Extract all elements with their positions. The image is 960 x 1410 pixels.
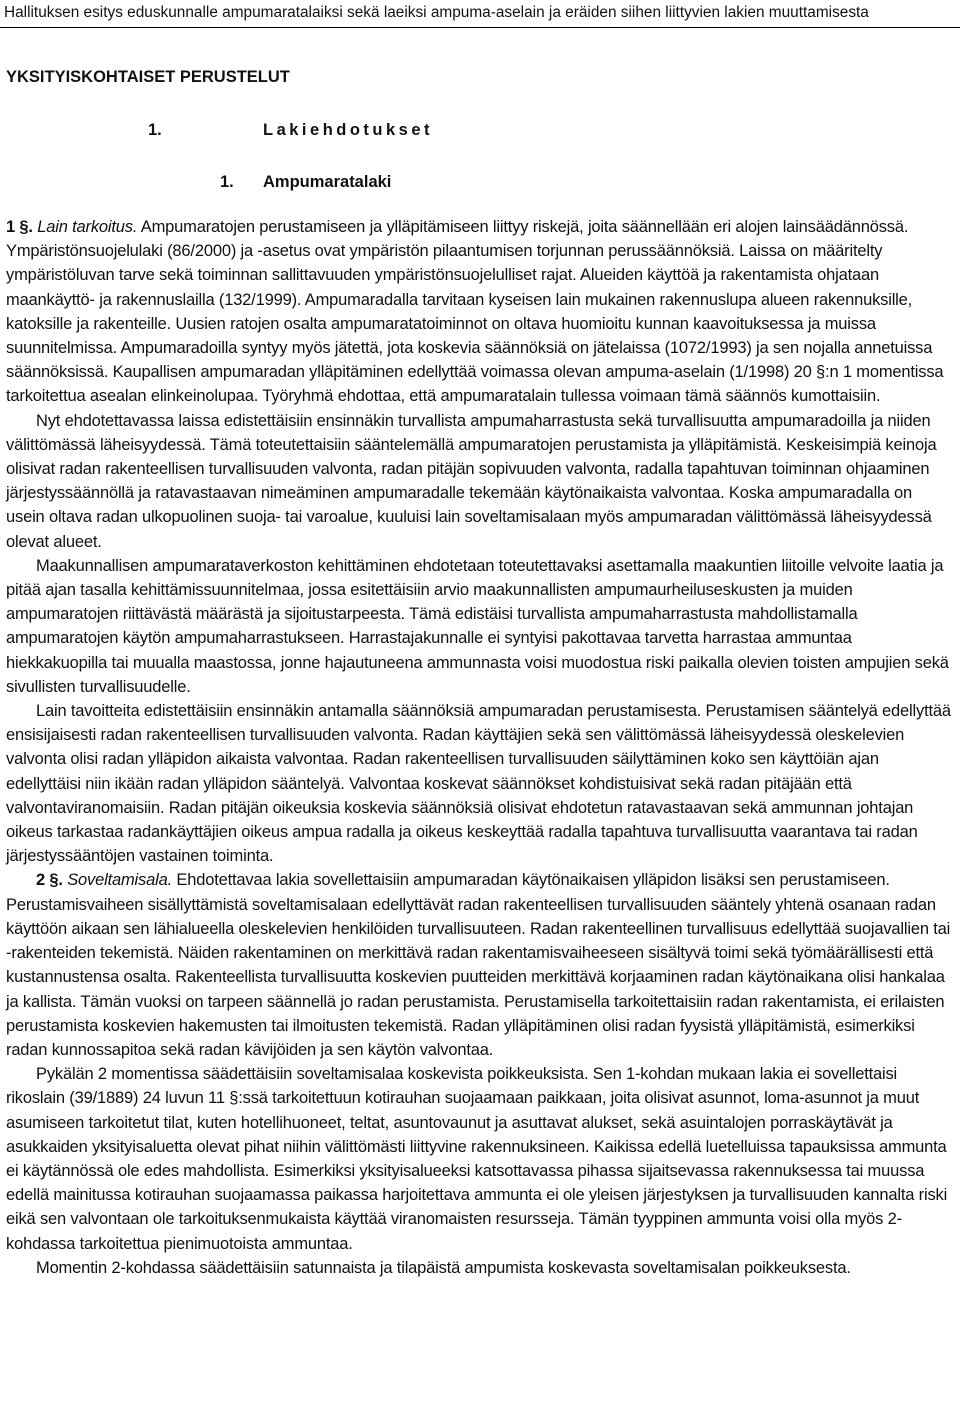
section-symbol: §.	[19, 218, 33, 236]
paragraph-text: Ampumaratojen perustamiseen ja ylläpitämiseen liittyy riskejä, joita säännellään eri alojen lainsäädännössä. Ympäristönsuojelulaki (86/2000) ja -asetus ovat ympäristön pilaantumisen torjunnan perussäännöksiä. Laissa on määritelty ympäristöluvan tarve sekä toiminnan sallittavuuden ympäristönsuojelulliset rajat. Alueiden käyttöä ja rakentamista ohjataan maankäyttö- ja rakennuslailla (132/1999). Ampumaradalla tarvitaan kyseisen lain mukainen rakennuslupa alueen rakennuksille, katoksille ja rakenteille. Uusien ratojen osalta ampumaratatoiminnot on oltava huomioitu kunnan kaavoituksessa ja muissa suunnitelmissa. Ampumaradoilla syntyy myös jätettä, jota koskevia säännöksiä on jätelaissa (1072/1993) ja sen nojalla annetuissa säännöksissä. Kaupallisen ampumaradan ylläpitäminen edellyttää voimassa olevan ampuma-aselain (1/1998) 20 §:n 1 momentissa tarkoitettua asealan elinkeinolupaa. Työryhmä ehdottaa, että ampumaratalain tullessa voimaan tämä säännös kumottaisiin.	[6, 218, 944, 406]
section-title: Soveltamisala.	[67, 871, 172, 890]
section-1-paragraph-3: Maakunnallisen ampumarataverkoston kehittäminen ehdotetaan toteutettavaksi asettamalla maakuntien liitoille velvoite laatia ja pitää ajan tasalla kehittämissuunnitelmaa, jossa esitettäisiin arvio maakunnallisten ampumaurheiluseskusten ja muiden ampumaratojen riittävästä määrästä ja sijoitustarpeesta. Tämä edistäisi turvallista ampumaharrastusta mahdollistamalla ampumaratojen käytön ampumaharrastukseen. Harrastajakunnalle ei syntyisi pakottavaa tarvetta harrastaa ammuntaa hiekkakuopilla tai muualla maastossa, jonne hajautuneena ammunnasta voisi muodostua riski paikalla olevien toisten ampujien sekä sivullisten turvallisuudelle.	[6, 556, 949, 696]
heading-text: Ampumaratalaki	[263, 173, 392, 191]
section-1-paragraph-2: Nyt ehdotettavassa laissa edistettäisiin ensinnäkin turvallista ampumaharrastusta sekä turvallisuutta ampumaradoilla ja niiden välittömässä läheisyydessä. Tämä toteutettaisiin sääntelemällä ampumaratojen perustamista ja ylläpitämistä. Keskeisimpiä keinoja olisivat radan rakenteellisen turvallisuuden valvonta, radan pitäjän sopivuuden valvonta, radalla tapahtuvan toiminnan ohjaaminen järjestyssäännöllä ja ratavastaavan nimeäminen ampumaradalle tekemään käytönaikaista valvontaa. Koska ampumaradalla on usein oltava radan ulkopuolinen suoja- tai varoalue, kuuluisi lain soveltamisalaan myös ampumaradan välittömässä läheisyydessä olevat alueet.	[6, 411, 937, 551]
section-1-paragraph-4: Lain tavoitteita edistettäisiin ensinnäkin antamalla säännöksiä ampumaradan perustamisesta. Perustamisen sääntelyä edellyttää ensisijaisesti radan rakenteellisen turvallisuuden valvonta. Radan käyttäjien sekä sen välittömässä läheisyydessä oleskelevien valvonta olisi radan ylläpidon aikaista valvontaa. Radan rakenteellisen turvallisuuden säilyttäminen koko sen käyttöiän ajan edellyttäisi niin ikään radan ylläpidon sääntelyä. Valvontaa koskevat säännökset kohdistuisivat sekä radan pitäjään että valvontaviranomaisiin. Radan pitäjän oikeuksia koskevia säännöksiä olisivat ehdotetun ratavastaavan sekä ammunnan johtajan oikeus tarkastaa radankäyttäjien oikeus ampua radalla ja oikeus keskeyttää radalla tapahtuva turvallisuutta vaarantava tai radan järjestyssääntöjen vastainen toiminta.	[6, 702, 951, 866]
running-title: Hallituksen esitys eduskunnalle ampumaratalaiksi sekä laeiksi ampuma-aselain ja eräiden siihen liittyvien lakien muuttamisesta	[4, 4, 869, 21]
running-header	[0, 0, 960, 28]
section-symbol: §.	[49, 871, 63, 890]
heading-number: 1.	[148, 121, 162, 139]
heading-text: Lakiehdotukset	[263, 121, 434, 139]
section-title: YKSITYISKOHTAISET PERUSTELUT	[6, 68, 290, 86]
section-1-paragraph-1	[6, 215, 954, 409]
section-number: 2	[36, 871, 45, 890]
section-2-paragraph-1	[6, 868, 954, 1062]
section-number: 1	[6, 218, 15, 236]
section-title: Lain tarkoitus.	[37, 218, 138, 236]
document-body	[6, 215, 954, 1280]
heading-number: 1.	[220, 173, 234, 191]
section-2-paragraph-3: Momentin 2-kohdassa säädettäisiin satunnaista ja tilapäistä ampumista koskevasta soveltamisalan poikkeuksesta.	[36, 1258, 851, 1277]
section-2-paragraph-2: Pykälän 2 momentissa säädettäisiin soveltamisalaa koskevista poikkeuksista. Sen 1-kohdan mukaan lakia ei sovellettaisi rikoslain (39/1889) 24 luvun 11 §:ssä tarkoitettuun kotirauhan suojaamaan paikkaan, joita olisivat asunnot, loma-asunnot ja muut asumiseen tarkoitetut tilat, kuten hotellihuoneet, teltat, asuntovaunut ja asuttavat alukset, sekä asuintalojen porraskäytävät ja asukkaiden yksityisaluetta olevat pihat niihin välittömästi liittyvine rakennuksineen. Kaikissa edellä luetelluissa tapauksissa ammunta ei käytännössä ole edes mahdollista. Esimerkiksi yksityisalueeksi katsottavassa pihassa sijaitsevassa rakennuksessa tai muussa edellä mainitussa kotirauhan suojaamassa paikassa harjoitettava ammunta ei ole yleisen järjestyksen ja turvallisuuden kannalta riski eikä sen valvontaan ole tarkoituksenmukaista käyttää viranomaisten resursseja. Tämän tyyppinen ammunta voisi olla myös 2-kohdassa tarkoitettua pienimuotoista ammuntaa.	[6, 1065, 948, 1253]
paragraph-text: Ehdotettavaa lakia sovellettaisiin ampumaradan käytönaikaisen ylläpidon lisäksi sen perustamiseen. Perustamisvaiheen sisällyttämistä soveltamisalaan edellyttävät radan rakenteellisen turvallisuuden sääntely yhtenä osanaan radan käyttöön aikaan sen lähialueella oleskelevien henkilöiden turvallisuuteen. Radan rakenteellinen turvallisuus edellyttää suojavallien tai -rakenteiden tekemistä. Näiden rakentaminen on merkittävä radan rakentamisvaiheeseen sisältyvä toimi sekä työmäärällisesti että kustannustensa osalta. Rakenteellista turvallisuutta koskevien puutteiden merkittävä korjaaminen radan käytönaikana olisi hankalaa ja kallista. Tämän vuoksi on tarpeen säännellä jo radan perustamista. Perustamisella tarkoitettaisiin radan rakentamista, ei erilaisten perustamista koskevien hakemusten tai ilmoitusten tekemistä. Radan ylläpitäminen olisi radan fyysistä ylläpitämistä, esimerkiksi radan kunnossapitoa sekä radan kävijöiden ja sen käytön valvontaa.	[6, 871, 951, 1059]
